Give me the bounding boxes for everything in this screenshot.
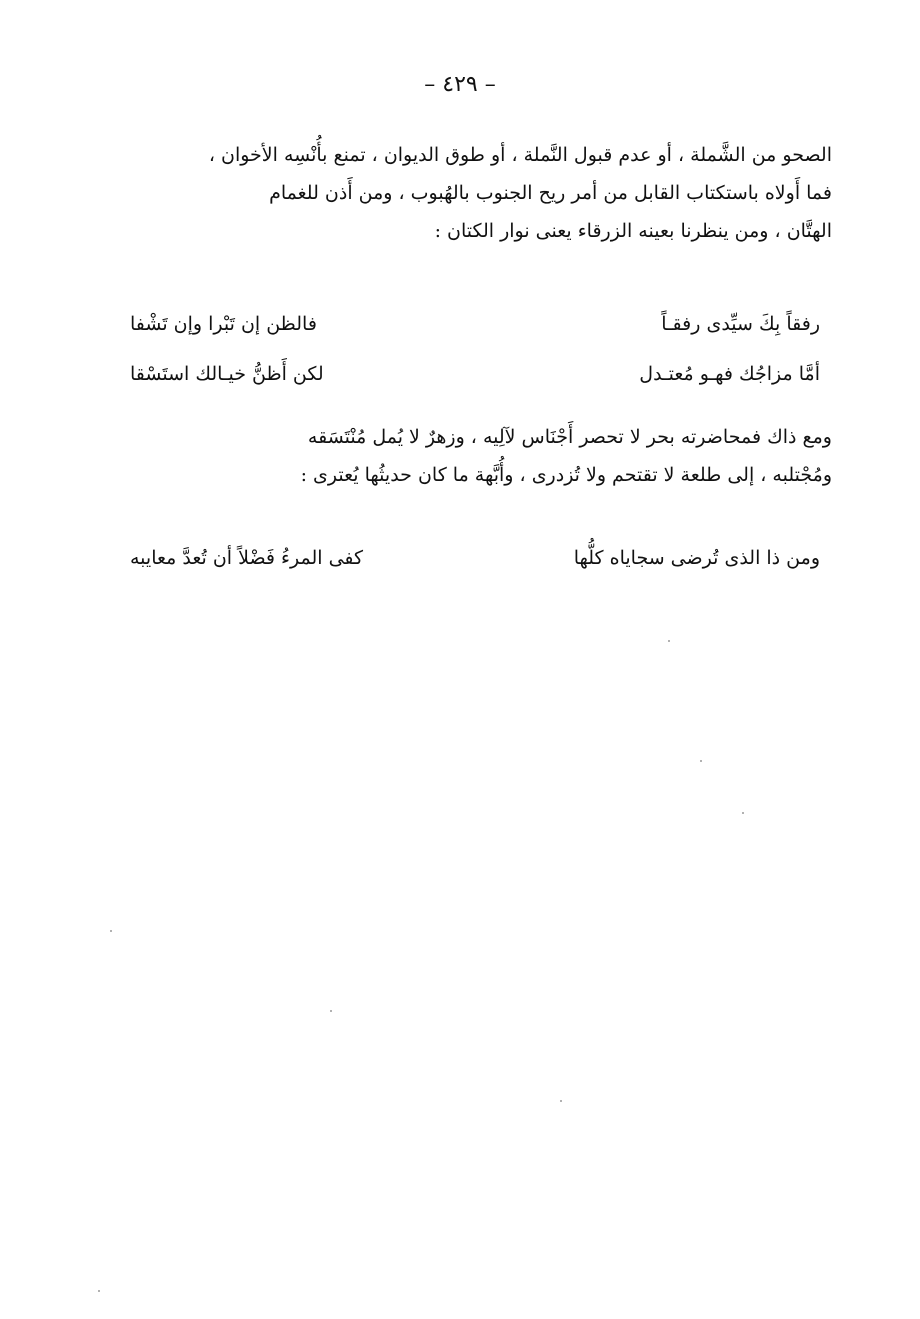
verse-2	[130, 354, 820, 394]
scan-speck	[742, 812, 744, 814]
scan-speck	[330, 1010, 332, 1012]
verse-1-first-hemistich: رفقاً بِكَ سيِّدى رفقـاً	[661, 313, 820, 335]
scan-speck	[700, 760, 702, 762]
scan-speck	[668, 640, 670, 642]
scan-speck	[560, 1100, 562, 1102]
paragraph-1-line-2: فما أَولاه باستكتاب القابل من أمر ريح الجنوب بالهُبوب ، ومن أَذن للغمام	[269, 182, 832, 204]
paragraph-2-line-2: ومُجْتلبه ، إلى طلعة لا تقتحم ولا تُزدرى ، وأُبَّهة ما كان حديثُها يُعترى :	[300, 464, 832, 486]
page-number: – ٤٢٩ –	[424, 72, 496, 97]
scan-speck	[98, 1290, 100, 1292]
paragraph-1	[100, 136, 832, 250]
paragraph-1-line-3: الهتَّان ، ومن ينظرنا بعينه الزرقاء يعنى نوار الكتان :	[434, 220, 832, 242]
verse-3-first-hemistich: ومن ذا الذى تُرضى سجاياه كلُّها	[573, 547, 820, 569]
verse-1	[130, 304, 820, 344]
verse-2-second-hemistich: لكن أَظنُّ خيـالك استَسْقا	[130, 363, 324, 385]
verse-1-second-hemistich: فالظن إن تَبْرا وإن تَشْفا	[130, 313, 317, 335]
verse-2-first-hemistich: أمَّا مزاجُك فهـو مُعتـدل	[639, 363, 820, 385]
paragraph-2	[100, 418, 832, 494]
paragraph-1-line-1: الصحو من الشَّملة ، أو عدم قبول النَّملة ، أو طوق الديوان ، تمنع بأُنْسِه الأخوان ،	[208, 144, 832, 166]
scan-speck	[110, 930, 112, 932]
paragraph-2-line-1: ومع ذاك فمحاضرته بحر لا تحصر أَجْنَاس لآلِيه ، وزهرٌ لا يُمل مُنْتَسَقه	[307, 426, 832, 448]
verse-3-second-hemistich: كفى المرءُ فَضْلاً أن تُعدَّ معايبه	[130, 547, 364, 569]
verse-3	[130, 538, 820, 578]
